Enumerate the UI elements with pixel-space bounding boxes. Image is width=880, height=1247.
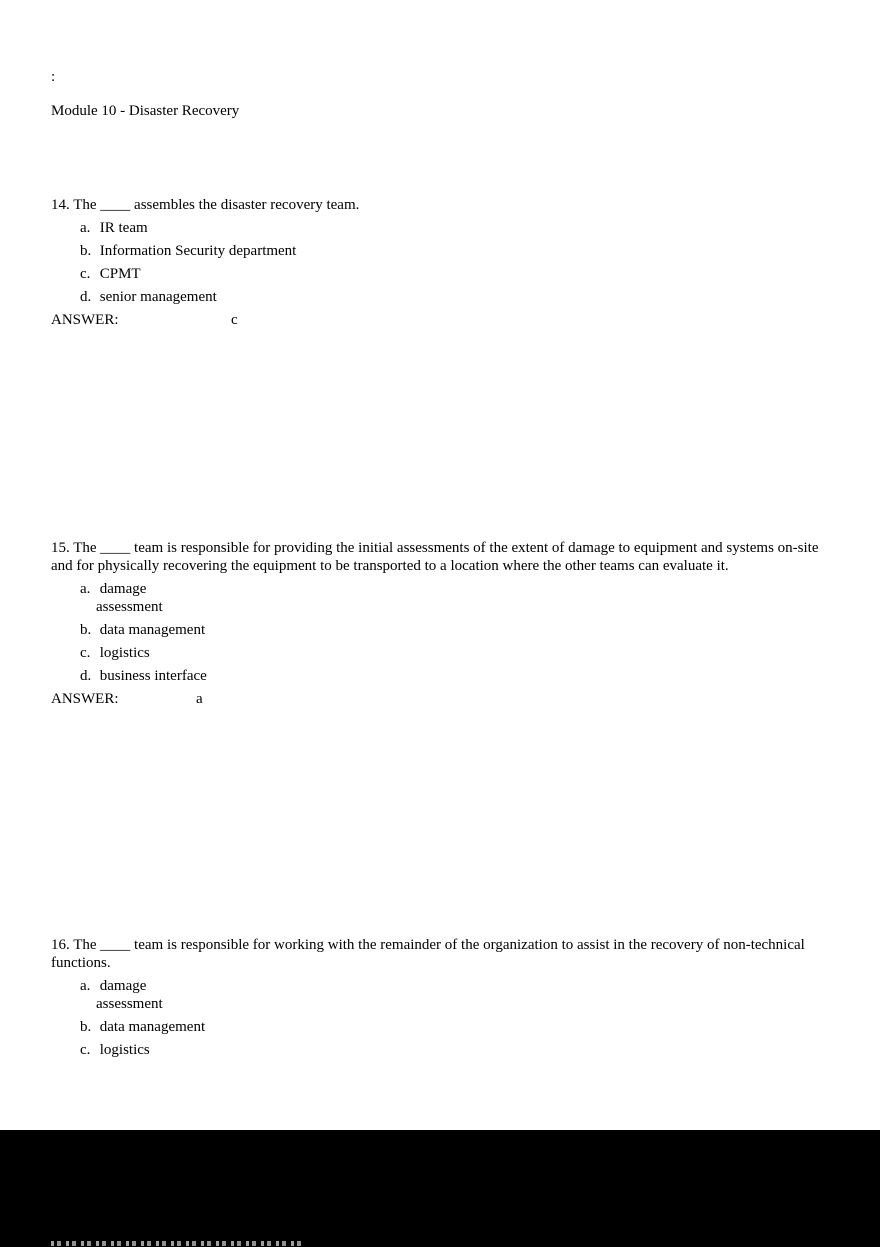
module-title: Module 10 - Disaster Recovery [51,103,240,119]
answer-option [51,219,826,237]
option-letter: c. [80,266,91,282]
question-block [51,196,826,329]
option-text: business interface [96,668,207,684]
option-text: logistics [96,1042,150,1058]
answer-option [51,1041,826,1059]
answer-label: ANSWER: [51,312,119,328]
option-letter: c. [80,645,91,661]
option-text: data management [96,622,206,638]
option-text: senior management [96,289,217,305]
option-text-continued: assessment [96,599,163,615]
question-stem: 15. The ____ team is responsible for providing the initial assessments of the extent of damage to equipment and systems on-site and for physically recovering the equipment to be transported to a location where the other teams can evaluate it. [51,540,819,574]
option-text: IR team [96,220,148,236]
answer-option [51,242,826,260]
option-text: data management [96,1019,206,1035]
question-stem: 14. The ____ assembles the disaster recovery team. [51,197,360,213]
option-letter: a. [80,220,91,236]
answer-label: ANSWER: [51,691,119,707]
answer-option [51,288,826,306]
option-text-continued: assessment [96,996,163,1012]
option-text: damage [96,978,147,994]
answer-option [51,265,826,283]
option-letter: d. [80,289,92,305]
answer-option [51,667,826,685]
option-text: damage [96,581,147,597]
option-letter: d. [80,668,92,684]
question-stem: 16. The ____ team is responsible for working with the remainder of the organization to assist in the recovery of non-technical functions. [51,937,805,971]
answer-value: c [231,312,238,328]
option-letter: c. [80,1042,91,1058]
answer-option [51,1018,826,1036]
question-block [51,936,826,1059]
option-letter: a. [80,978,91,994]
answer-line [51,690,826,708]
option-text: CPMT [96,266,141,282]
option-text: Information Security department [96,243,297,259]
answer-option [51,621,826,639]
answer-option [51,977,826,995]
question-block [51,539,826,708]
option-letter: b. [80,1019,92,1035]
option-letter: b. [80,622,92,638]
header-colon: : [51,69,56,85]
answer-value: a [196,691,203,707]
next-page-text-sliver [51,1241,301,1246]
option-letter: a. [80,581,91,597]
answer-option [51,580,826,598]
option-text: logistics [96,645,150,661]
answer-line [51,311,826,329]
answer-option [51,644,826,662]
page-gap [0,1130,880,1247]
option-letter: b. [80,243,92,259]
